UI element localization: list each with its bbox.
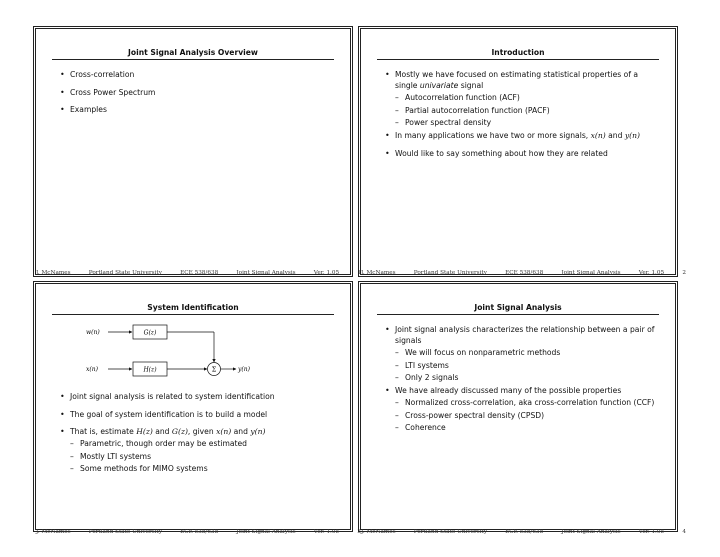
bullet-item: • That is, estimate H(z) and G(z), given x(n) and y(n) – Parametric, though order may be estimated – Mostly LTI systems – Some methods for MIMO systems — [60, 426, 332, 474]
page-number: 2 — [682, 270, 686, 276]
bullet-item: • Joint signal analysis characterizes the relationship between a pair of signals – We will focus on nonparametric methods – LTI systems – Only 2 signals — [385, 324, 657, 383]
slide-content — [60, 391, 332, 476]
slide-title: Joint Signal Analysis — [377, 303, 659, 315]
slide-footer: J. McNames Portland State University ECE 538/638 Joint Signal Analysis Ver. 1.05 3 — [36, 529, 361, 535]
bullet-item: • We have already discussed many of the possible properties – Normalized cross-correlation, aka cross-correlation function (CCF) – Cross-power spectral density (CPSD) – Coherence — [385, 385, 657, 433]
sub-bullet-item: – Some methods for MIMO systems — [70, 463, 332, 474]
sub-bullet-item: – Mostly LTI systems — [70, 451, 332, 462]
slide-footer: J. McNames Portland State University ECE 538/638 Joint Signal Analysis Ver. 1.05 1 — [36, 270, 361, 276]
bullet-item: • Examples — [60, 104, 332, 115]
bullet-item: • Mostly we have focused on estimating statistical properties of a single univariate signal – Autocorrelation function (ACF) – Partial autocorrelation function (PACF) – Power spectral density — [385, 69, 657, 128]
slide-footer: J. McNames Portland State University ECE 538/638 Joint Signal Analysis Ver. 1.05 4 — [361, 529, 686, 535]
input-w-label: w(n) — [86, 329, 100, 336]
sub-bullet-item: – Partial autocorrelation function (PACF) — [395, 105, 657, 116]
slide-title: Joint Signal Analysis Overview — [52, 48, 334, 60]
slide-3 — [33, 281, 353, 532]
page-number: 1 — [357, 270, 361, 276]
slide-2 — [358, 26, 678, 277]
bullet-item: • In many applications we have two or more signals, x(n) and y(n) — [385, 130, 657, 141]
bullet-item: • The goal of system identification is to build a model — [60, 409, 332, 420]
bullet-item: • Joint signal analysis is related to system identification — [60, 391, 332, 402]
page-number: 3 — [357, 529, 361, 535]
sub-bullet-item: – LTI systems — [395, 360, 657, 371]
input-x-label: x(n) — [86, 366, 98, 373]
slide-content — [385, 324, 657, 435]
summing-symbol: Σ — [211, 365, 217, 374]
system-block-diagram — [86, 324, 256, 384]
sub-bullet-item: – Coherence — [395, 422, 657, 433]
sub-bullet-item: – Normalized cross-correlation, aka cross-correlation function (CCF) — [395, 397, 657, 408]
sub-bullet-item: – Only 2 signals — [395, 372, 657, 383]
sub-bullet-item: – Autocorrelation function (ACF) — [395, 92, 657, 103]
bullet-item: • Cross-correlation — [60, 69, 332, 80]
h-block-label: H(z) — [143, 366, 157, 374]
output-y-label: y(n) — [238, 366, 250, 373]
slide-1 — [33, 26, 353, 277]
slide-title: Introduction — [377, 48, 659, 60]
sub-bullet-item: – Parametric, though order may be estimated — [70, 438, 332, 449]
slide-content — [60, 69, 332, 122]
bullet-item: • Cross Power Spectrum — [60, 87, 332, 98]
sub-bullet-item: – We will focus on nonparametric methods — [395, 347, 657, 358]
slide-title: System Identification — [52, 303, 334, 315]
page-number: 4 — [682, 529, 686, 535]
slide-content — [385, 69, 657, 165]
g-block-label: G(z) — [143, 329, 157, 337]
bullet-item: • Would like to say something about how they are related — [385, 148, 657, 159]
sub-bullet-item: – Cross-power spectral density (CPSD) — [395, 410, 657, 421]
slide-footer: J. McNames Portland State University ECE 538/638 Joint Signal Analysis Ver. 1.05 2 — [361, 270, 686, 276]
slide-4 — [358, 281, 678, 532]
sub-bullet-item: – Power spectral density — [395, 117, 657, 128]
